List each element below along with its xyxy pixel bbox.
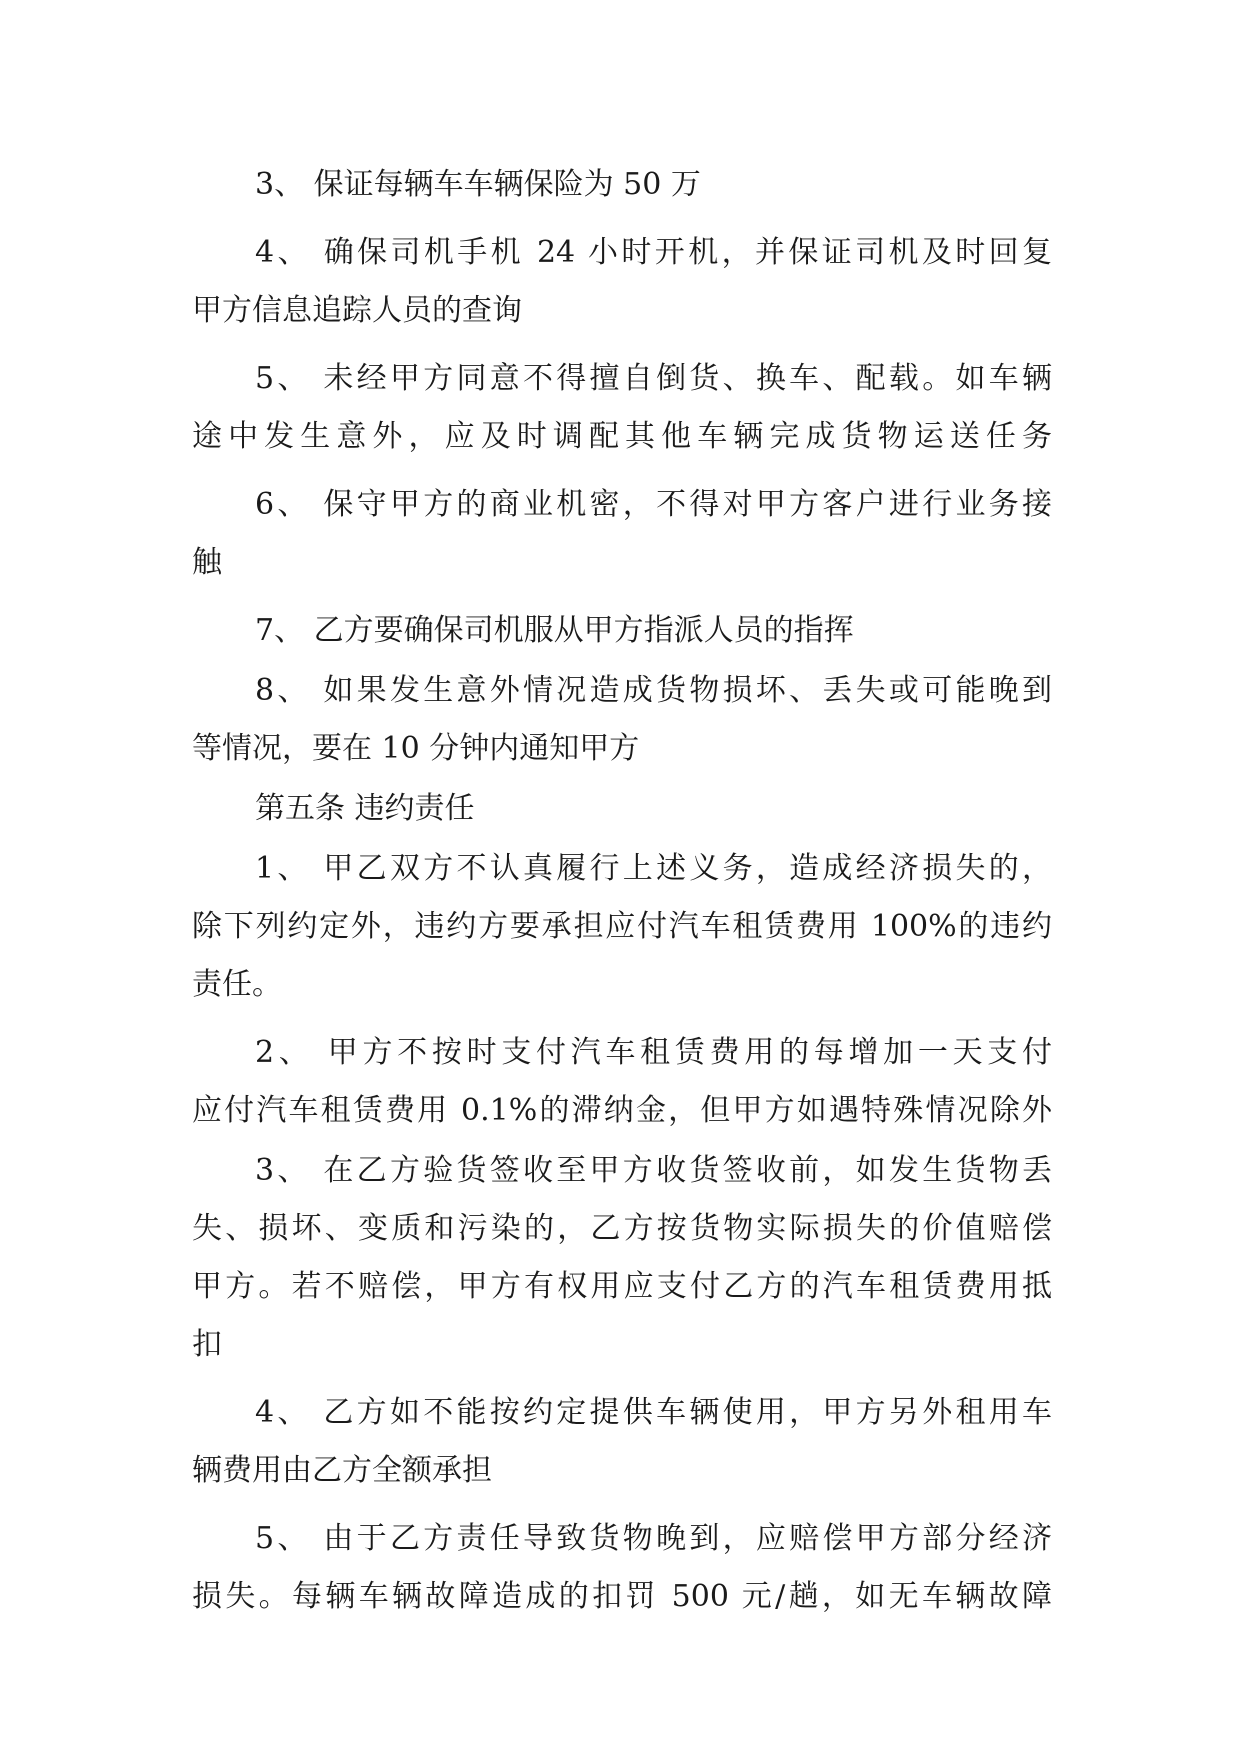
clause-item-4: 4、 确保司机手机 24 小时开机，并保证司机及时回复 [255, 235, 1052, 270]
clause-item-4-cont: 甲方信息追踪人员的查询 [192, 293, 522, 328]
clause-item-6-cont: 触 [192, 545, 222, 580]
breach-item-2: 2、 甲方不按时支付汽车租赁费用的每增加一天支付 [255, 1035, 1052, 1070]
section-heading-breach: 第五条 违约责任 [255, 791, 475, 826]
breach-item-3-end: 扣 [192, 1327, 222, 1362]
breach-item-3-cont: 失、损坏、变质和污染的，乙方按货物实际损失的价值赔偿 [192, 1211, 1052, 1246]
breach-item-3-cont2: 甲方。若不赔偿，甲方有权用应支付乙方的汽车租赁费用抵 [192, 1269, 1052, 1304]
breach-item-5-cont: 损失。每辆车辆故障造成的扣罚 500 元/趟，如无车辆故障 [192, 1579, 1052, 1614]
breach-item-4-cont: 辆费用由乙方全额承担 [192, 1453, 492, 1488]
breach-item-1-cont: 除下列约定外，违约方要承担应付汽车租赁费用 100%的违约 [192, 909, 1052, 944]
clause-item-8-cont: 等情况，要在 10 分钟内通知甲方 [192, 731, 640, 766]
clause-item-6: 6、 保守甲方的商业机密，不得对甲方客户进行业务接 [255, 487, 1052, 522]
breach-item-3: 3、 在乙方验货签收至甲方收货签收前，如发生货物丢 [255, 1153, 1052, 1188]
clause-item-3: 3、 保证每辆车车辆保险为 50 万 [255, 167, 701, 202]
clause-item-7: 7、 乙方要确保司机服从甲方指派人员的指挥 [255, 613, 854, 648]
clause-item-5-cont: 途中发生意外，应及时调配其他车辆完成货物运送任务 [192, 419, 1052, 454]
clause-item-5: 5、 未经甲方同意不得擅自倒货、换车、配载。如车辆 [255, 361, 1052, 396]
breach-item-4: 4、 乙方如不能按约定提供车辆使用，甲方另外租用车 [255, 1395, 1052, 1430]
breach-item-1: 1、 甲乙双方不认真履行上述义务，造成经济损失的， [255, 851, 1052, 886]
breach-item-2-cont: 应付汽车租赁费用 0.1%的滞纳金，但甲方如遇特殊情况除外 [192, 1093, 1052, 1128]
breach-item-5: 5、 由于乙方责任导致货物晚到，应赔偿甲方部分经济 [255, 1521, 1052, 1556]
contract-text [192, 156, 1052, 1626]
breach-item-1-end: 责任。 [192, 967, 282, 1002]
clause-item-8: 8、 如果发生意外情况造成货物损坏、丢失或可能晚到 [255, 673, 1052, 708]
